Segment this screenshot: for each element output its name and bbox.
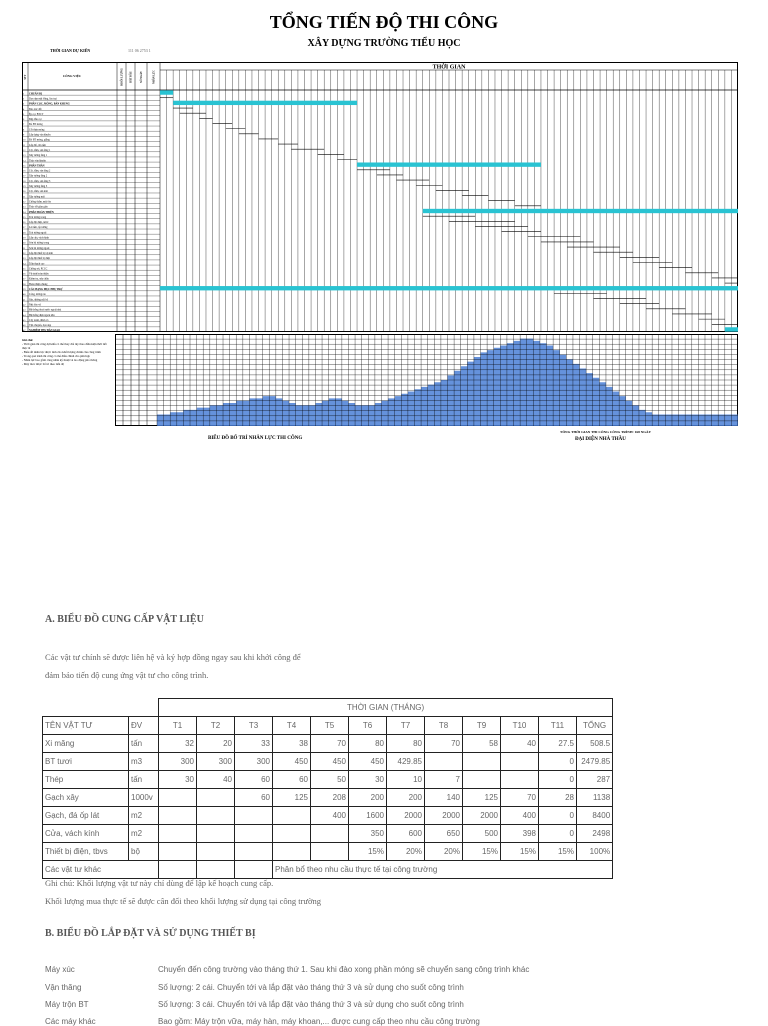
table-cell: 0 (539, 825, 577, 843)
table-cell: 1600 (349, 807, 387, 825)
row-number: 22 (23, 200, 26, 204)
table-cell: Thép (43, 771, 129, 789)
row-number: 19 (23, 185, 26, 189)
table-cell: 58 (463, 735, 501, 753)
gantt-frame (23, 63, 738, 332)
task-name: Sơn bả tường trong (29, 241, 50, 245)
row-number: 41 (23, 298, 26, 302)
row-number: 23 (23, 205, 26, 209)
table-cell: 80 (387, 735, 425, 753)
table-cell: 450 (311, 753, 349, 771)
table-cell: Phân bổ theo nhu cầu thực tế tại công trường (273, 861, 613, 879)
row-number: 5 (23, 112, 25, 116)
equipment-desc: Chuyển đến công trường vào tháng thứ 1. Sau khi đào xong phần móng sẽ chuyển sang công trình khác (158, 965, 530, 974)
task-name: Đổ BT móng (29, 123, 43, 127)
table-header: TÊN VẬT TƯ (43, 717, 129, 735)
task-name: Xây tường tầng 3 (29, 185, 48, 189)
page-subtitle: XÂY DỰNG TRƯỜNG TIỂU HỌC (307, 38, 461, 49)
task-name: Cột, dầm, sàn mái (29, 190, 48, 194)
table-cell: 15% (539, 843, 577, 861)
table-cell (159, 789, 197, 807)
table-cell (197, 807, 235, 825)
table-cell (197, 789, 235, 807)
table-cell: Thiết bị điện, tbvs (43, 843, 129, 861)
table-cell: 70 (311, 735, 349, 753)
table-header: T6 (349, 717, 387, 735)
table-row (43, 825, 613, 843)
task-name: Tháo dỡ giàn giáo (29, 205, 48, 209)
row-number: 4 (23, 107, 25, 111)
section-a-note-1: Ghi chú: Khối lượng vật tư này chỉ dùng để lập kế hoạch cung cấp. (45, 878, 274, 888)
table-header: T10 (501, 717, 539, 735)
column-header: NHÂN LỰC (152, 70, 156, 84)
table-cell: 27.5 (539, 735, 577, 753)
summary-bar (423, 209, 738, 213)
table-cell (273, 825, 311, 843)
table-cell: 300 (235, 753, 273, 771)
table-row (43, 771, 613, 789)
equipment-name: Các máy khác (45, 1017, 96, 1026)
task-name: Trần thạch cao (29, 262, 45, 266)
row-number: 36 (23, 272, 26, 276)
table-row (43, 753, 613, 771)
table-cell: 8400 (577, 807, 613, 825)
row-number: 9 (23, 133, 25, 137)
task-name: Lắp đặt thiết bị vệ sinh (29, 251, 53, 255)
plan-value: 111 06 2753 1 (128, 48, 151, 53)
note-line: - Trong quá trình thi công có thể điều chỉnh cho phù hợp (22, 354, 90, 358)
table-cell (501, 771, 539, 789)
table-cell: Các vật tư khác (43, 861, 159, 879)
task-name: Lắp dựng ván khuôn (29, 133, 51, 137)
row-number: 45 (23, 318, 26, 322)
task-name: Lát nền, ốp tường (29, 226, 48, 230)
task-name: Cột, dầm, sàn tầng 3 (29, 179, 51, 183)
table-cell (463, 771, 501, 789)
table-cell: 100% (577, 843, 613, 861)
table-cell (235, 825, 273, 843)
task-name: PHẦN HOÀN THIỆN (29, 210, 54, 214)
row-number: 39 (23, 288, 26, 292)
table-row (43, 807, 613, 825)
table-cell: 450 (273, 753, 311, 771)
task-name: Xây tường mái (29, 195, 45, 199)
table-header: T3 (235, 717, 273, 735)
table-cell: 40 (501, 735, 539, 753)
row-number: 14 (23, 159, 26, 163)
plan-label: THỜI GIAN DỰ KIẾN (50, 48, 91, 53)
row-number: 25 (23, 215, 26, 219)
table-corner (43, 699, 159, 717)
gantt-notes (22, 338, 112, 366)
table-cell: 2498 (577, 825, 613, 843)
table-cell: Xi măng (43, 735, 129, 753)
task-name: Đập đầu cọc (29, 118, 42, 122)
task-name: Đào xúc đất (29, 107, 42, 111)
row-number: 11 (23, 143, 26, 147)
page-title: TỔNG TIẾN ĐỘ THI CÔNG (269, 12, 499, 32)
summary-bar (357, 162, 541, 166)
table-cell: 398 (501, 825, 539, 843)
row-number: 47 (23, 329, 26, 332)
row-number: 43 (23, 308, 26, 312)
gantt-chart (22, 62, 738, 332)
labor-chart (115, 334, 738, 426)
table-cell: 125 (463, 789, 501, 807)
time-header: THỜI GIAN (432, 64, 466, 71)
table-header-row (43, 717, 613, 735)
table-header: TỔNG (577, 717, 613, 735)
table-cell: 60 (235, 771, 273, 789)
summary-bar (173, 101, 357, 105)
row-number: 40 (23, 293, 26, 297)
row-number: 18 (23, 179, 26, 183)
table-cell: 30 (349, 771, 387, 789)
section-a-para-2: đảm bảo tiến độ cung ứng vật tư cho công trình. (45, 670, 209, 680)
table-row (43, 735, 613, 753)
task-name: Trát tường trong (29, 215, 47, 219)
equipment-name: Máy xúc (45, 965, 75, 974)
table-header: ĐV (129, 717, 159, 735)
task-name: Ép cọc BTCT (29, 112, 44, 116)
column-header: KHỐI LƯỢNG (120, 68, 124, 86)
table-cell: 300 (197, 753, 235, 771)
row-number: 37 (23, 277, 26, 281)
table-cell: 2000 (387, 807, 425, 825)
table-cell: 30 (159, 771, 197, 789)
table-cell: 0 (539, 807, 577, 825)
task-name: PHẦN CỌC, MÓNG, BÁN KHUNG (29, 102, 70, 106)
table-cell: 20% (387, 843, 425, 861)
table-header: T4 (273, 717, 311, 735)
task-name: Kiểm tra, sửa chữa (29, 277, 49, 281)
summary-bar (160, 286, 738, 290)
row-number: 1 (23, 92, 25, 96)
summary-bar (160, 90, 173, 94)
row-number: 30 (23, 241, 26, 245)
section-a-para-1: Các vật tư chính sẽ được liên hệ và ký hợp đồng ngay sau khi khởi công để (45, 652, 301, 662)
row-number: 17 (23, 174, 26, 178)
table-cell (235, 807, 273, 825)
table-cell: 208 (311, 789, 349, 807)
table-cell: BT tươi (43, 753, 129, 771)
row-number: 7 (23, 123, 25, 127)
table-header: T1 (159, 717, 197, 735)
table-cell: 125 (273, 789, 311, 807)
table-cell: 400 (501, 807, 539, 825)
table-cell: 70 (501, 789, 539, 807)
task-name: Xây tường tầng 1 (29, 154, 48, 158)
equipment-desc: Số lượng: 3 cái. Chuyển tới và lắp đặt vào tháng thứ 3 và sử dụng cho suốt công trình (158, 1000, 464, 1009)
task-name: CHUẨN BỊ (29, 92, 42, 96)
table-cell (463, 753, 501, 771)
row-number: 16 (23, 169, 26, 173)
table-cell: m2 (129, 807, 159, 825)
table-cell: 508.5 (577, 735, 613, 753)
row-number: 35 (23, 267, 26, 271)
row-number: 10 (23, 138, 26, 142)
table-cell: 15% (501, 843, 539, 861)
task-name: Hệ thống thoát nước ngoài nhà (29, 308, 62, 312)
column-header: STT (24, 74, 27, 80)
table-cell: 600 (387, 825, 425, 843)
row-number: 13 (23, 154, 26, 158)
task-name: Cột, dầm, sàn tầng 2 (29, 169, 51, 173)
table-cell: 32 (159, 735, 197, 753)
row-number: 26 (23, 221, 26, 225)
table-cell (235, 843, 273, 861)
table-cell: 1000v (129, 789, 159, 807)
row-number: 38 (23, 282, 26, 286)
table-cell: 70 (425, 735, 463, 753)
table-cell (425, 753, 463, 771)
table-cell: 140 (425, 789, 463, 807)
task-name: Sơn bả tường ngoài (29, 246, 50, 250)
row-number: 31 (23, 246, 26, 250)
table-cell: 50 (311, 771, 349, 789)
table-cell (197, 825, 235, 843)
table-cell: 0 (539, 753, 577, 771)
table-header: T9 (463, 717, 501, 735)
row-number: 42 (23, 303, 26, 307)
section-b-heading: B. BIỂU ĐỒ LẮP ĐẶT VÀ SỬ DỤNG THIẾT BỊ (45, 928, 256, 939)
row-number: 12 (23, 148, 26, 152)
row-number: 20 (23, 190, 26, 194)
note-line: - Thời gian thi công dự kiến có thể thay đổi tùy theo điều kiện thời tiết thực tế (22, 342, 107, 350)
task-name: Hệ thống điện ngoài nhà (29, 313, 55, 317)
table-cell: 200 (349, 789, 387, 807)
table-cell: 15% (463, 843, 501, 861)
task-name: Chống sét, PCCC (29, 267, 48, 271)
table-cell: 40 (197, 771, 235, 789)
table-cell (273, 843, 311, 861)
note-line: Ghi chú: (22, 338, 34, 342)
table-cell: 20% (425, 843, 463, 861)
task-name: NGHIỆM THU BÀN GIAO (29, 329, 61, 332)
sign-line-1: TỔNG THỜI GIAN THI CÔNG CÔNG TRÌNH: 168 NGÀY (560, 430, 652, 434)
task-name: Tháo ván khuôn (29, 159, 46, 163)
column-header: CÔNG VIỆC (62, 74, 82, 78)
table-cell: Gạch xây (43, 789, 129, 807)
note-line: - Biểu đồ nhân lực được tính cho khối lượng chính của công trình (22, 350, 101, 354)
table-header: T8 (425, 717, 463, 735)
row-number: 28 (23, 231, 26, 235)
table-cell (159, 843, 197, 861)
task-name: Trát tường ngoài (29, 231, 47, 235)
row-number: 34 (23, 262, 26, 266)
row-number: 44 (23, 313, 26, 317)
table-cell: 1138 (577, 789, 613, 807)
task-name: PHẦN THÂN (29, 164, 45, 168)
labor-caption: BIỂU ĐỒ BỐ TRÍ NHÂN LỰC THI CÔNG (208, 436, 303, 441)
section-a-heading: A. BIỂU ĐỒ CUNG CẤP VẬT LIỆU (45, 614, 204, 625)
task-name: Xây tường tầng 2 (29, 174, 48, 178)
row-number: 21 (23, 195, 26, 199)
task-name: Lắp đặt thiết bị điện (29, 257, 50, 261)
note-line: - Nhân lực bao gồm công nhân kỹ thuật và lao động phổ thông (22, 358, 98, 362)
table-cell: 300 (159, 753, 197, 771)
table-cell: 2000 (463, 807, 501, 825)
task-name: Đổ BT móng, giằng (29, 138, 50, 142)
row-number: 27 (23, 226, 26, 230)
table-cell: 28 (539, 789, 577, 807)
equipment-name: Máy trộn BT (45, 1000, 89, 1009)
equipment-name: Vận thăng (45, 983, 82, 992)
table-cell (311, 843, 349, 861)
task-name: Dọn dẹp mặt bằng, lán trại (29, 97, 57, 101)
table-cell (159, 807, 197, 825)
table-cell: 38 (273, 735, 311, 753)
row-number: 6 (23, 118, 25, 122)
task-name: Cột, dầm, sàn tầng 1 (29, 148, 51, 152)
table-cell: 500 (463, 825, 501, 843)
row-number: 24 (23, 210, 26, 214)
table-cell: 7 (425, 771, 463, 789)
table-cell: 2479.85 (577, 753, 613, 771)
table-cell (159, 825, 197, 843)
table-cell: 60 (273, 771, 311, 789)
row-number: 33 (23, 257, 26, 261)
table-cell: 350 (349, 825, 387, 843)
table-header: T7 (387, 717, 425, 735)
table-cell: 2000 (425, 807, 463, 825)
task-name: Sân, đường nội bộ (29, 298, 49, 302)
table-cell: tấn (129, 735, 159, 753)
table-cell: m3 (129, 753, 159, 771)
table-cell: 10 (387, 771, 425, 789)
table-cell: tấn (129, 771, 159, 789)
task-name: Vệ sinh hoàn thiện (29, 272, 49, 276)
time-header: THỜI GIAN (THÁNG) (159, 699, 613, 717)
table-header: T11 (539, 717, 577, 735)
table-header: T2 (197, 717, 235, 735)
table-cell: 429.85 (387, 753, 425, 771)
table-cell: 33 (235, 735, 273, 753)
table-cell: 80 (349, 735, 387, 753)
task-name: Chống thấm, mái tôn (29, 200, 51, 204)
table-cell (197, 843, 235, 861)
task-name: CÁC HẠNG MỤC PHỤ TRỢ (29, 288, 63, 292)
table-cell: 287 (577, 771, 613, 789)
row-number: 8 (23, 128, 25, 132)
table-cell (273, 807, 311, 825)
summary-bar (725, 327, 738, 331)
equipment-desc: Bao gồm: Máy trộn vữa, máy hàn, máy khoan,... được cung cấp theo nhu cầu công trường (158, 1017, 480, 1026)
table-cell: Gạch, đá ốp lát (43, 807, 129, 825)
table-header-row (43, 699, 613, 717)
table-cell: 60 (235, 789, 273, 807)
note-line: - Máy móc được bố trí theo tiến độ (22, 362, 65, 366)
table-row (43, 843, 613, 861)
table-cell: Cửa, vách kính (43, 825, 129, 843)
table-cell: 400 (311, 807, 349, 825)
row-number: 29 (23, 236, 26, 240)
table-row (43, 789, 613, 807)
row-number: 15 (23, 164, 26, 168)
task-name: Hoàn thiện chung (29, 282, 48, 286)
table-cell (311, 825, 349, 843)
column-header: BẮT ĐẦU (129, 71, 133, 83)
task-name: Cây xanh, thảm cỏ (29, 318, 49, 322)
task-name: Lắp cửa, vách kính (29, 236, 49, 240)
table-header: T5 (311, 717, 349, 735)
column-header: SỐ NGÀY (140, 71, 143, 83)
row-number: 3 (23, 102, 25, 106)
table-cell: 650 (425, 825, 463, 843)
sign-line-2: ĐẠI DIỆN NHÀ THẦU (575, 437, 626, 442)
table-cell: m2 (129, 825, 159, 843)
row-number: 46 (23, 324, 26, 328)
material-table (42, 698, 613, 879)
task-name: Nhà bảo vệ (29, 303, 41, 307)
table-cell: 20 (197, 735, 235, 753)
row-number: 32 (23, 251, 26, 255)
row-number: 2 (23, 97, 25, 101)
task-name: Vận chuyển, dọn dẹp (29, 324, 52, 328)
table-cell: 200 (387, 789, 425, 807)
section-a-note-2: Khối lượng mua thực tế sẽ được cân đối theo khối lượng sử dụng tại công trường (45, 896, 322, 906)
task-name: Cốt thép móng (29, 128, 45, 132)
table-cell: 0 (539, 771, 577, 789)
table-cell: 15% (349, 843, 387, 861)
table-cell (501, 753, 539, 771)
task-name: Cổng, tường rào (29, 293, 46, 297)
task-name: Lấp đất, tôn nền (29, 143, 46, 147)
equipment-desc: Số lượng: 2 cái. Chuyển tới và lắp đặt vào tháng thứ 3 và sử dụng cho suốt công trình (158, 983, 464, 992)
table-cell: 450 (349, 753, 387, 771)
table-cell: bộ (129, 843, 159, 861)
task-name: Lắp đặt điện, nước (29, 221, 49, 225)
